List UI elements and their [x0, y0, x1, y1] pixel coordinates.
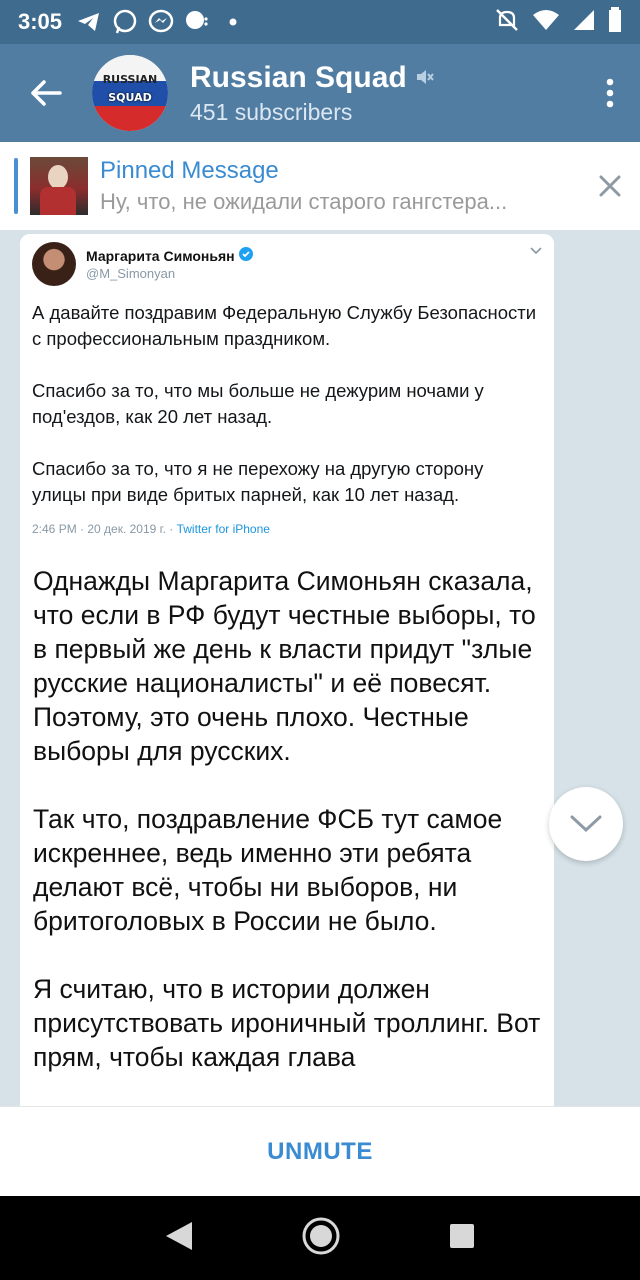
- channel-post[interactable]: [20, 234, 554, 1106]
- tweet-source: Twitter for iPhone: [176, 522, 270, 536]
- arrow-left-icon: [30, 79, 62, 107]
- more-vertical-icon: [606, 78, 614, 108]
- more-options-button[interactable]: [580, 44, 640, 142]
- post-text: [33, 564, 548, 1106]
- telegram-icon: [74, 7, 104, 37]
- tweet-meta: [32, 522, 542, 536]
- post-paragraph: Однажды Маргарита Симоньян сказала, что если в РФ будут честные выборы, то в первый же день к власти придут "злые русские националисты" и её повесят. Поэтому, это очень плохо. Честные выборы для русских.: [33, 566, 536, 766]
- channel-avatar[interactable]: [92, 55, 168, 131]
- tweet-screenshot[interactable]: [20, 234, 554, 552]
- status-bar: [0, 0, 640, 44]
- square-recents-icon: [448, 1222, 476, 1250]
- battery-icon: [608, 7, 622, 38]
- scroll-to-bottom-button[interactable]: [549, 787, 623, 861]
- tweet-author-handle: @M_Simonyan: [86, 266, 176, 281]
- tweet-paragraph: Спасибо за то, что я не перехожу на другую сторону улицы при виде бритых парней, как 10 лет назад.: [32, 458, 484, 505]
- pinned-preview: Ну, что, не ожидали старого гангстера...: [100, 189, 508, 214]
- channel-title: Russian Squad: [190, 60, 407, 94]
- whatsapp-icon: [110, 7, 140, 37]
- close-pinned-button[interactable]: [580, 142, 640, 230]
- back-button[interactable]: [0, 44, 92, 142]
- tweet-chevron-down-icon: [530, 242, 542, 258]
- post-paragraph: Так что, поздравление ФСБ тут самое искреннее, ведь именно эти ребята делают всё, чтобы ни выборов, ни бритоголовых в России не было.: [33, 804, 503, 936]
- nav-back-button[interactable]: [164, 1220, 194, 1257]
- system-nav-bar: [0, 1196, 640, 1280]
- tweet-paragraph: Спасибо за то, что мы больше не дежурим ночами у под'ездов, как 20 лет назад.: [32, 380, 484, 427]
- pinned-title: Pinned Message: [100, 157, 279, 184]
- subscriber-count: 451 subscribers: [190, 98, 353, 125]
- signal-icon: [572, 8, 596, 37]
- nav-home-button[interactable]: [301, 1216, 341, 1261]
- avatar-text-bottom: SQUAD: [108, 91, 152, 104]
- pinned-indicator: [14, 158, 18, 214]
- muted-speaker-icon: [415, 61, 435, 95]
- mute-notifications-icon: [494, 7, 520, 38]
- chevron-down-icon: [570, 815, 602, 833]
- home-circle-icon: [301, 1216, 341, 1256]
- nav-recents-button[interactable]: [448, 1222, 476, 1255]
- tweet-text: [32, 300, 542, 508]
- tweet-author-name: Маргарита Симоньян: [86, 247, 235, 264]
- bottom-action-bar: [0, 1106, 640, 1196]
- post-paragraph: Я считаю, что в истории должен присутствовать ироничный троллинг. Вот прям, чтобы каждая глава: [33, 974, 541, 1072]
- status-time: 3:05: [18, 9, 63, 34]
- verified-badge-icon: [239, 247, 253, 264]
- tweet-paragraph: А давайте поздравим Федеральную Службу Безопасности с профессиональным праздником.: [32, 302, 537, 349]
- wifi-icon: [532, 9, 560, 36]
- unmute-button[interactable]: UNMUTE: [267, 1137, 373, 1165]
- pinned-thumbnail: [30, 157, 88, 215]
- triangle-back-icon: [164, 1220, 194, 1252]
- channel-header: [0, 44, 640, 142]
- dot-icon: [218, 7, 248, 37]
- channel-info[interactable]: [190, 61, 580, 126]
- messenger-icon: [146, 7, 176, 37]
- tweet-timestamp: 2:46 PM · 20 дек. 2019 г. ·: [32, 522, 177, 536]
- avatar-text-top: RUSSIAN: [102, 73, 158, 86]
- chat-bubble-icon: [182, 7, 212, 37]
- close-icon: [599, 175, 621, 197]
- tweet-author-avatar: [32, 242, 76, 286]
- pinned-message-bar[interactable]: [0, 142, 640, 230]
- message-list[interactable]: [0, 230, 640, 1106]
